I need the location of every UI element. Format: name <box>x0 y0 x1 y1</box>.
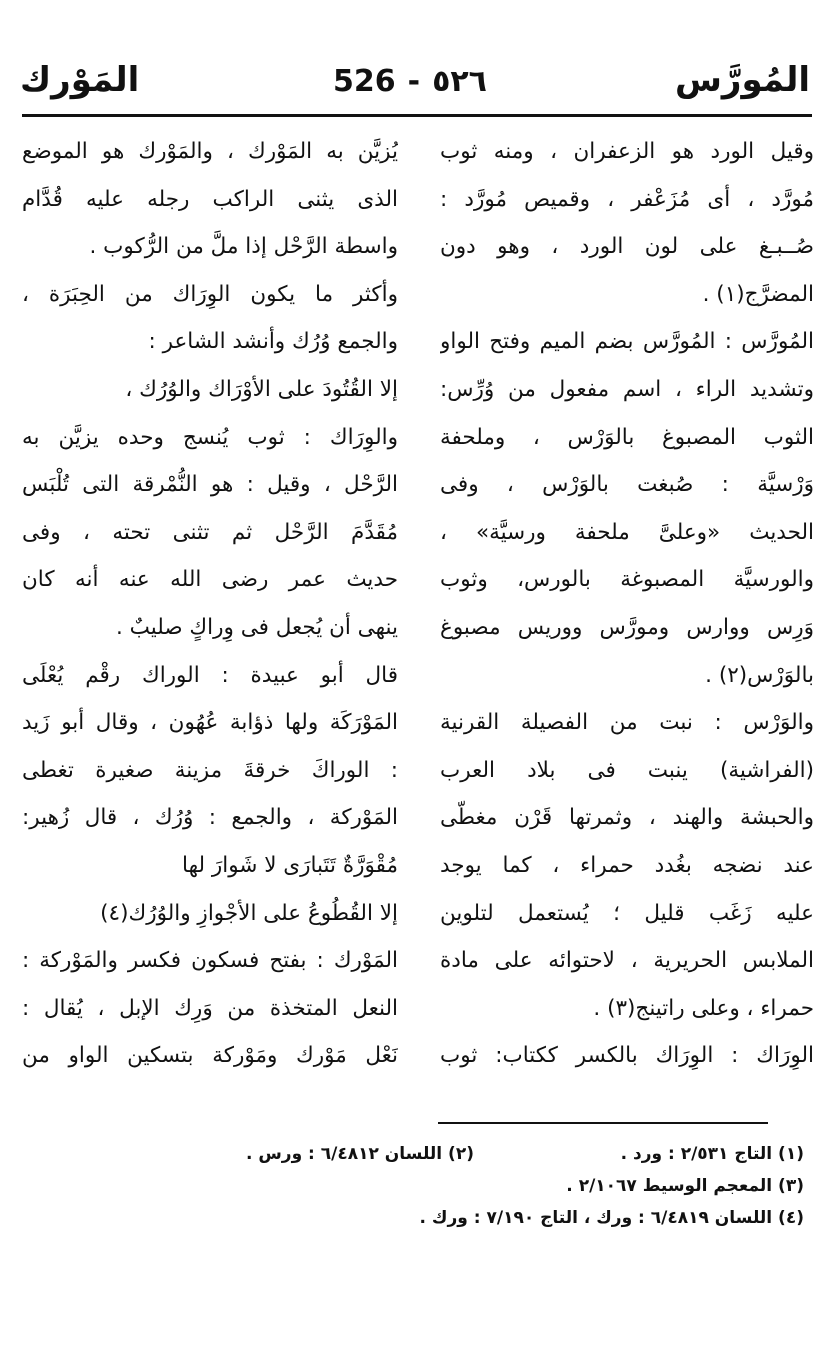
text-line: وقيل الورد هو الزعفران ، ومنه ثوب <box>440 139 814 164</box>
text-line: (الفراشية) ينبت فى بلاد العرب <box>440 757 814 783</box>
text-line: حديث عمر رضى الله عنه أنه كان <box>22 567 398 593</box>
text-line: المضرَّج(١) . <box>702 281 814 307</box>
text-line: مُقَدَّمَ الرَّحْل ثم تثنى تحته ، وفى <box>22 519 398 545</box>
text-line: عليه زَغَب قليل ؛ يُستعمل لتلوين <box>440 900 814 926</box>
text-line: والجمع وُرُك وأنشد الشاعر : <box>148 329 398 355</box>
text-line: الذى يثنى الراكب رجله عليه قُدَّام <box>22 186 398 212</box>
text-line: وأكثر ما يكون الوِرَاك من الحِبَرَة ، <box>22 281 398 307</box>
page-number-arabic: ٥٢٦ <box>432 64 487 99</box>
text-line: واسطة الرَّحْل إذا ملَّ من الرُّكوب . <box>89 234 398 260</box>
footnote-3: (٣) المعجم الوسيط ٢/١٠٦٧ . <box>566 1176 804 1196</box>
text-line: حمراء ، وعلى راتينج(٣) . <box>593 995 814 1021</box>
text-line: وتشديد الراء ، اسم مفعول من وُرِّس: <box>440 376 814 402</box>
text-line: : الوراكَ خرقةَ مزينة صغيرة تغطى <box>22 757 398 783</box>
entry-line: المَوْرك : بفتح فسكون فكسر والمَوْركة : <box>22 948 398 974</box>
footnote-1: (١) التاج ٢/٥٣١ : ورد . <box>620 1144 804 1164</box>
footnote-2: (٢) اللسان ٦/٤٨١٢ : ورس . <box>245 1144 474 1164</box>
text-line: والورسيَّة المصبوغة بالورس، وثوب <box>440 567 814 593</box>
text-line: وَرْسيَّة : صُبغت بالوَرْس ، وفى <box>440 472 814 498</box>
text-line: بالوَرْس(٢) . <box>705 662 814 688</box>
text-line: عند نضجه بغُدد حمراء ، كما يوجد <box>440 852 814 878</box>
text-line: النعل المتخذة من وَرِك الإبل ، يُقال : <box>22 995 398 1021</box>
page-number-dash: - <box>407 64 421 99</box>
left-column <box>22 128 398 1080</box>
header-rule <box>22 114 812 117</box>
text-line: صُــبـغ على لون الورد ، وهو دون <box>440 234 814 260</box>
poetry-line: مُقْوَرَّةٌ تَتَبارَى لا شَوارَ لها <box>182 852 398 878</box>
text-line: والوِرَاك : ثوب يُنسج وحده يزيَّن به <box>22 424 398 450</box>
footnote-row <box>84 1138 804 1170</box>
page-number-latin: 526 <box>332 64 396 99</box>
poetry-line: إلا القُطُوعُ على الأجْوازِ والوُرُك(٤) <box>100 900 398 926</box>
poetry-line: إلا القُتُودَ على الأوْرَاك والوُرُك ، <box>125 376 398 402</box>
text-line: والوَرْس : نبت من الفصيلة القرنية <box>440 710 814 736</box>
text-line: مُورَّد ، أى مُزَعْفر ، وقميص مُورَّد : <box>440 186 814 212</box>
footnote-rule <box>438 1122 768 1124</box>
text-line: المَوْرَكَة ولها ذؤابة عُهُون ، وقال أبو زَيد <box>22 710 398 736</box>
text-line: نَعْل مَوْرك ومَوْركة بتسكين الواو من <box>22 1043 398 1069</box>
page-number <box>310 64 510 99</box>
text-line: قال أبو عبيدة : الوراك رقْم يُعْلَى <box>22 662 398 688</box>
footnote-row <box>84 1170 804 1202</box>
text-line: يُزيَّن به المَوْرك ، والمَوْرك هو الموضع <box>22 139 398 164</box>
text-line: ينهى أن يُجعل فى وِراكٍ صليبٌ . <box>115 614 398 640</box>
text-line: المَوْركة ، والجمع : وُرُك ، قال زُهير: <box>22 805 398 831</box>
header-entry-last: المَوْرك <box>20 60 140 100</box>
entry-line: الوِرَاك : الوِرَاك بالكسر ككتاب: ثوب <box>440 1043 814 1069</box>
text-line: الحديث «وعلىَّ ملحفة ورسيَّة» ، <box>440 519 814 545</box>
text-line: وَرِس ووارس ومورَّس ووريس مصبوغ <box>440 614 814 640</box>
header-entry-first: المُورَّس <box>674 60 810 100</box>
footnote-row <box>84 1202 804 1234</box>
text-line: الملابس الحريرية ، لاحتوائه على مادة <box>440 948 814 974</box>
text-line: والحبشة والهند ، وثمرتها قَرْن مغطّى <box>440 805 814 831</box>
footnotes <box>84 1138 804 1234</box>
running-header <box>20 60 810 110</box>
entry-line: المُورَّس : المُورَّس بضم الميم وفتح الواو <box>440 329 814 355</box>
right-column <box>440 128 814 1080</box>
footnote-4: (٤) اللسان ٦/٤٨١٩ : ورك ، التاج ٧/١٩٠ : ورك . <box>419 1208 804 1228</box>
text-line: الرَّحْل ، وقيل : هو النُّمْرقة التى تُلْبَس <box>22 472 398 498</box>
text-line: الثوب المصبوغ بالوَرْس ، وملحفة <box>440 424 814 450</box>
